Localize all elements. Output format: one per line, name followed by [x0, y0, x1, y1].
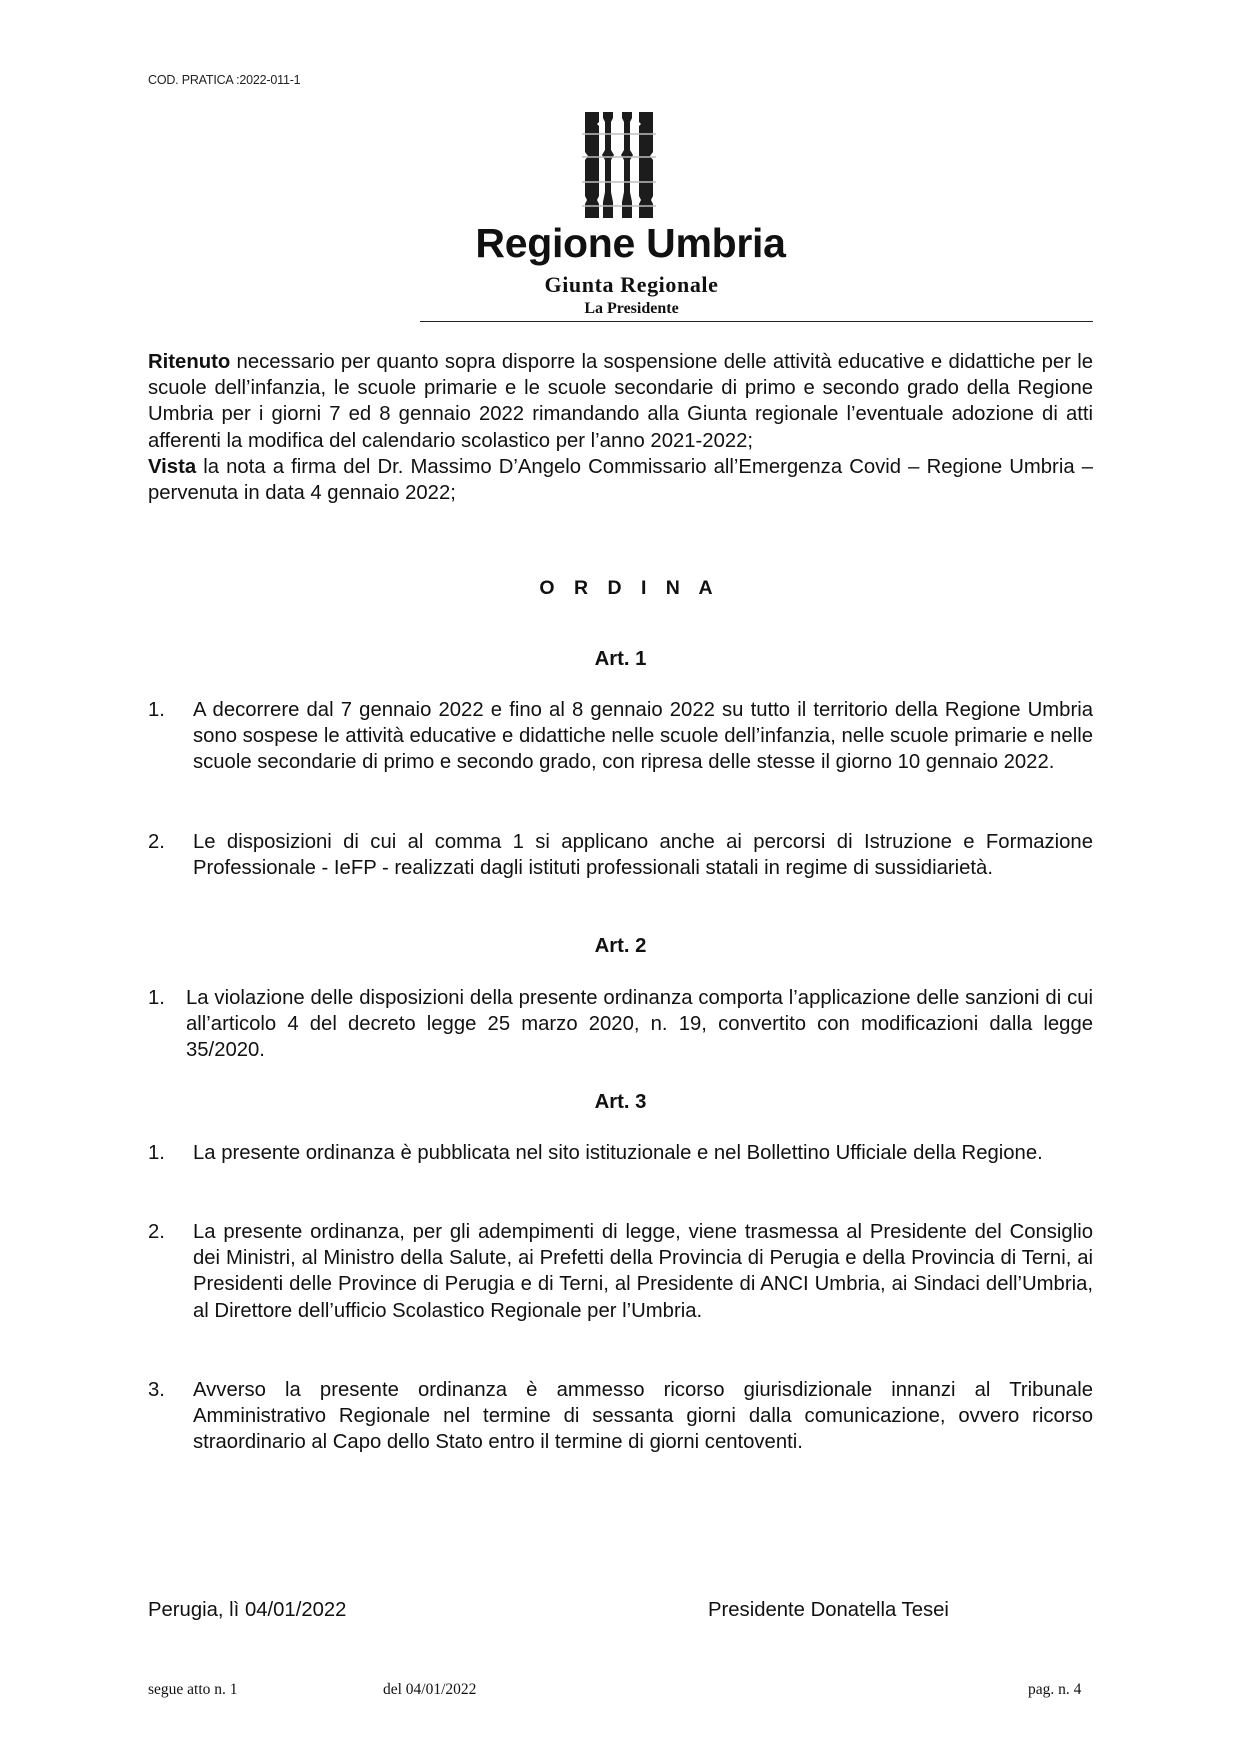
header-divider	[420, 321, 1093, 322]
item-number: 3.	[148, 1379, 165, 1401]
item-text: La presente ordinanza, per gli adempimenti di legge, viene trasmessa al Presidente del Consiglio dei Ministri, al Ministro della Salute, ai Prefetti della Provincia di Perugia e della Provincia di Terni, ai Presidenti delle Province di Perugia e di Terni, al Presidente di ANCI Umbria, ai Sindaci dell’Umbria, al Direttore dell’ufficio Scolastico Regionale per l’Umbria.	[193, 1221, 1093, 1322]
item-number: 1.	[148, 699, 165, 721]
item-number: 1.	[148, 987, 165, 1009]
article-3-item-2	[148, 1219, 1093, 1324]
article-3-title: Art. 3	[594, 1091, 647, 1113]
premise-lead: Vista	[148, 455, 197, 478]
footer-act-number: segue atto n. 1	[148, 1681, 238, 1698]
giunta-regionale-label: Giunta Regionale	[544, 272, 719, 297]
article-1-title: Art. 1	[594, 648, 647, 670]
premise-vista	[148, 454, 1093, 506]
premise-section	[148, 349, 1093, 506]
footer-page-number: pag. n. 4	[1028, 1681, 1082, 1698]
article-2-item-1	[148, 985, 1093, 1064]
item-text: Avverso la presente ordinanza è ammesso ricorso giurisdizionale innanzi al Tribunale Amministrativo Regionale nel termine di sessanta giorni dalla comunicazione, ovvero ricorso straordinario al Capo dello Stato entro il termine di giorni centoventi.	[193, 1379, 1093, 1454]
premise-text: necessario per quanto sopra disporre la sospensione delle attività educative e didattiche per le scuole dell’infanzia, le scuole primarie e le scuole secondarie di primo e secondo grado della Regione Umbria per i giorni 7 ed 8 gennaio 2022 rimandando alla Giunta regionale l’eventuale adozione di atti afferenti la modifica del calendario scolastico per l’anno 2021-2022;	[148, 351, 1093, 452]
item-text: La presente ordinanza è pubblicata nel sito istituzionale e nel Bollettino Ufficiale della Regione.	[193, 1142, 1043, 1164]
item-text: A decorrere dal 7 gennaio 2022 e fino al 8 gennaio 2022 su tutto il territorio della Regione Umbria sono sospese le attività educative e didattiche nelle scuole dell’infanzia, nelle scuole primarie e nelle scuole secondarie di primo e secondo grado, con ripresa delle stesse il giorno 10 gennaio 2022.	[193, 699, 1093, 774]
signer-name: Presidente Donatella Tesei	[708, 1599, 949, 1621]
practice-code: COD. PRATICA :2022-011-1	[148, 73, 301, 87]
footer-date: del 04/01/2022	[383, 1681, 477, 1698]
place-and-date: Perugia, lì 04/01/2022	[148, 1599, 347, 1621]
premise-text: la nota a firma del Dr. Massimo D’Angelo Commissario all’Emergenza Covid – Regione Umbria – pervenuta in data 4 gennaio 2022;	[148, 455, 1093, 505]
ordina-heading: O R D I N A	[539, 577, 720, 599]
article-2-title: Art. 2	[594, 935, 647, 957]
item-number: 2.	[148, 1221, 165, 1243]
regione-umbria-logo-icon	[582, 110, 656, 220]
article-3-item-3	[148, 1377, 1093, 1456]
region-name: Regione Umbria	[475, 220, 786, 266]
office-label: La Presidente	[584, 300, 679, 317]
article-3-item-1	[148, 1140, 1093, 1166]
premise-ritenuto	[148, 349, 1093, 454]
article-1-item-2	[148, 829, 1093, 881]
item-number: 1.	[148, 1142, 165, 1164]
item-text: La violazione delle disposizioni della presente ordinanza comporta l’applicazione delle sanzioni di cui all’articolo 4 del decreto legge 25 marzo 2020, n. 19, convertito con modificazioni dalla legge 35/2020.	[186, 987, 1093, 1062]
item-text: Le disposizioni di cui al comma 1 si applicano anche ai percorsi di Istruzione e Formazione Professionale - IeFP - realizzati dagli istituti professionali statali in regime di sussidiarietà.	[193, 831, 1093, 880]
item-number: 2.	[148, 831, 165, 853]
premise-lead: Ritenuto	[148, 351, 231, 373]
article-1-item-1	[148, 697, 1093, 776]
